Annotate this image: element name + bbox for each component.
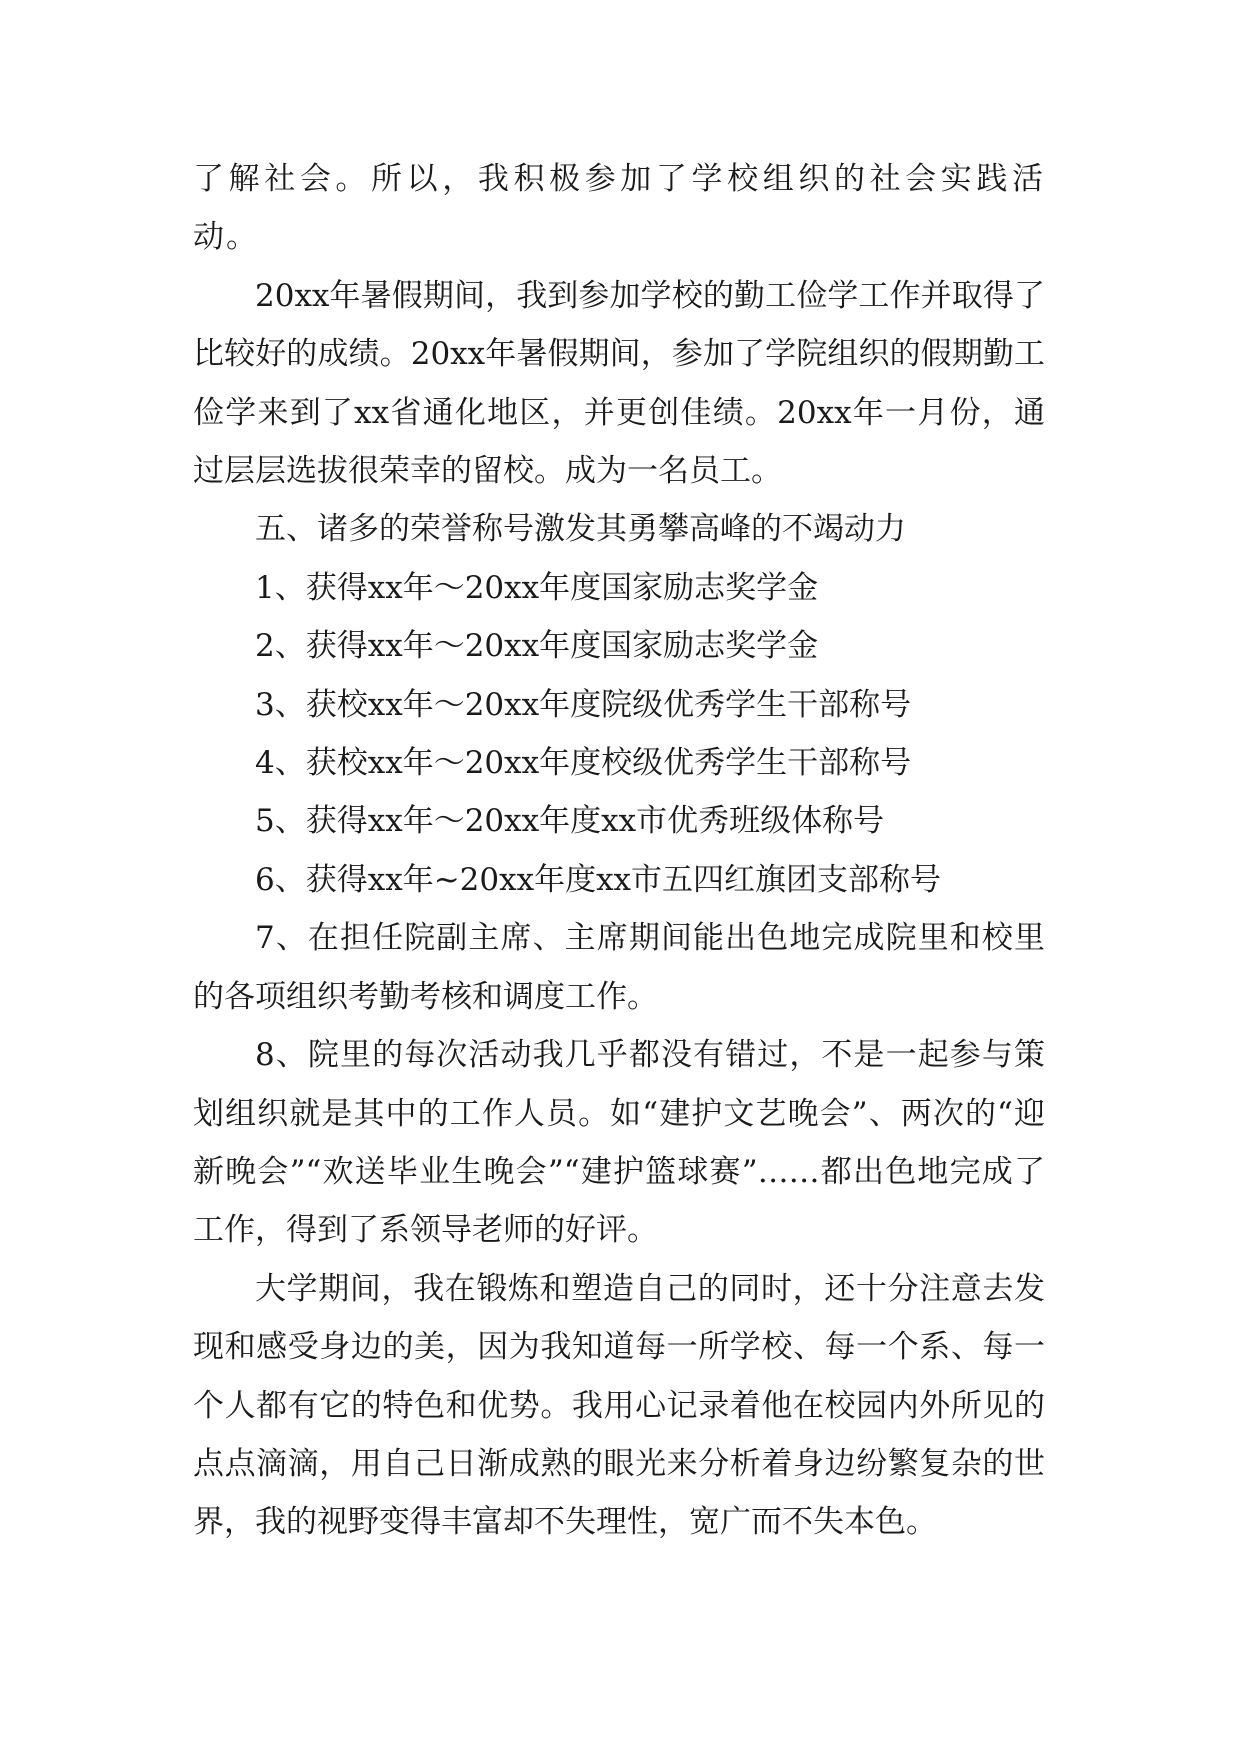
- honor-item-1: 1、获得xx年～20xx年度国家励志奖学金: [255, 569, 819, 606]
- honor-item-6: 6、获得xx年~20xx年度xx市五四红旗团支部称号: [255, 861, 942, 898]
- honor-item-5: 5、获得xx年～20xx年度xx市优秀班级体称号: [255, 803, 885, 840]
- paragraph-university-reflection: 大学期间，我在锻炼和塑造自己的同时，还十分注意去发现和感受身边的美，因为我知道每一所学校、每一个系、每一个人都有它的特色和优势。我用心记录着他在校园内外所见的点点滴滴，用自己日渐成熟的眼光来分析着身边纷繁复杂的世界，我的视野变得丰富却不失理性，宽广而不失本色。: [193, 1270, 1045, 1541]
- honor-item-3: 3、获校xx年～20xx年度院级优秀学生干部称号: [255, 686, 912, 723]
- paragraph-continuation: 了解社会。所以，我积极参加了学校组织的社会实践活动。: [193, 161, 1045, 256]
- paragraph-summer-work: 20xx年暑假期间，我到参加学校的勤工俭学工作并取得了比较好的成绩。20xx年暑假期间，参加了学院组织的假期勤工俭学来到了xx省通化地区，并更创佳绩。20xx年一月份，通过层层选拔很荣幸的留校。成为一名员工。: [193, 277, 1045, 490]
- honor-item-2: 2、获得xx年～20xx年度国家励志奖学金: [255, 628, 819, 665]
- honor-item-8: 8、院里的每次活动我几乎都没有错过，不是一起参与策划组织就是其中的工作人员。如“建护文艺晚会”、两次的“迎新晚会”“欢送毕业生晚会”“建护篮球赛”……都出色地完成了工作，得到了系领导老师的好评。: [193, 1037, 1045, 1249]
- section-heading-honors: 五、诸多的荣誉称号激发其勇攀高峰的不竭动力: [255, 511, 906, 548]
- honor-item-7: 7、在担任院副主席、主席期间能出色地完成院里和校里的各项组织考勤考核和调度工作。: [193, 920, 1045, 1015]
- honor-item-4: 4、获校xx年～20xx年度校级优秀学生干部称号: [255, 745, 912, 782]
